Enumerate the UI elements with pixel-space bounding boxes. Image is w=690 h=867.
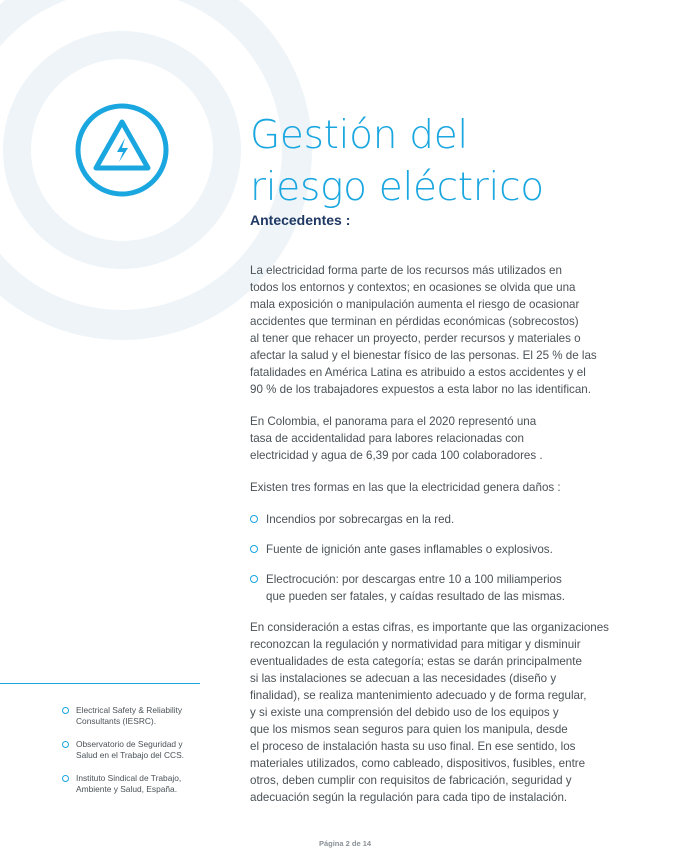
high-voltage-warning-icon	[74, 102, 170, 198]
list-item-text: Incendios por sobrecargas en la red.	[266, 513, 455, 526]
list-item-text: Fuente de ignición ante gases inflamables o explosivos.	[266, 543, 553, 556]
page-title	[250, 110, 544, 214]
title-line-1: Gestión del	[250, 113, 468, 159]
page-number: Página 2 de 14	[318, 839, 372, 848]
colombia-paragraph: En Colombia, el panorama para el 2020 representó una tasa de accidentalidad para labores relacionadas con electricidad y agua de 6,39 por cada 100 colaboradores .	[250, 415, 543, 462]
references-divider	[0, 683, 200, 684]
reference-text: Observatorio de Seguridad y Salud en el Trabajo del CCS.	[76, 739, 185, 760]
reference-item	[60, 705, 210, 727]
damage-forms-list	[250, 511, 630, 605]
closing-paragraph: En consideración a estas cifras, es importante que las organizaciones reconozcan la regulación y normatividad para mitigar y disminuir eventualidades de esta categoría; estas se darán principalmente si las instalaciones se adecuan a las necesidades (diseño y finalidad), se realiza mantenimiento adecuado y de forma regular, y si existe una comprensión del debido uso de los equipos y que los mismos sean seguros para quien los manipula, desde el proceso de instalación hasta su uso final. En ese sentido, los materiales utilizados, como cableado, dispositivos, fusibles, entre otros, deben cumplir con requisitos de fabricación, seguridad y adecuación según la regulación para cada tipo de instalación.	[250, 621, 609, 804]
bullet-circle-icon	[250, 575, 258, 583]
bullet-circle-icon	[250, 545, 258, 553]
list-item	[250, 571, 630, 605]
bullet-circle-icon	[250, 515, 258, 523]
reference-item	[60, 773, 210, 795]
list-item	[250, 541, 630, 558]
reference-text: Electrical Safety & Reliability Consultants (IESRC).	[76, 705, 183, 726]
intro-paragraph: La electricidad forma parte de los recursos más utilizados en todos los entornos y contextos; en ocasiones se olvida que una mala exposición o manipulación aumenta el riesgo de ocasionar accidentes que terminan en pérdidas económicas (sobrecostos) al tener que rehacer un proyecto, perder recursos y materiales o afectar la salud y el bienestar físico de las personas. El 25 % de las fatalidades en América Latina es atribuido a estos accidentes y el 90 % de los trabajadores expuestos a esta labor no las identifican.	[250, 264, 597, 396]
list-item	[250, 511, 630, 528]
title-line-2: riesgo eléctrico	[250, 165, 544, 211]
list-item-text: Electrocución: por descargas entre 10 a 100 miliamperios que pueden ser fatales, y caídas resultado de las mismas.	[266, 573, 566, 603]
reference-item	[60, 739, 210, 761]
bullet-circle-icon	[62, 741, 69, 748]
bullet-circle-icon	[62, 775, 69, 782]
references-list	[60, 705, 210, 807]
section-heading: Antecedentes :	[250, 212, 351, 228]
body-text	[250, 262, 630, 821]
damage-forms-paragraph: Existen tres formas en las que la electricidad genera daños :	[250, 481, 561, 494]
bullet-circle-icon	[62, 707, 69, 714]
reference-text: Instituto Sindical de Trabajo, Ambiente y Salud, España.	[76, 773, 182, 794]
